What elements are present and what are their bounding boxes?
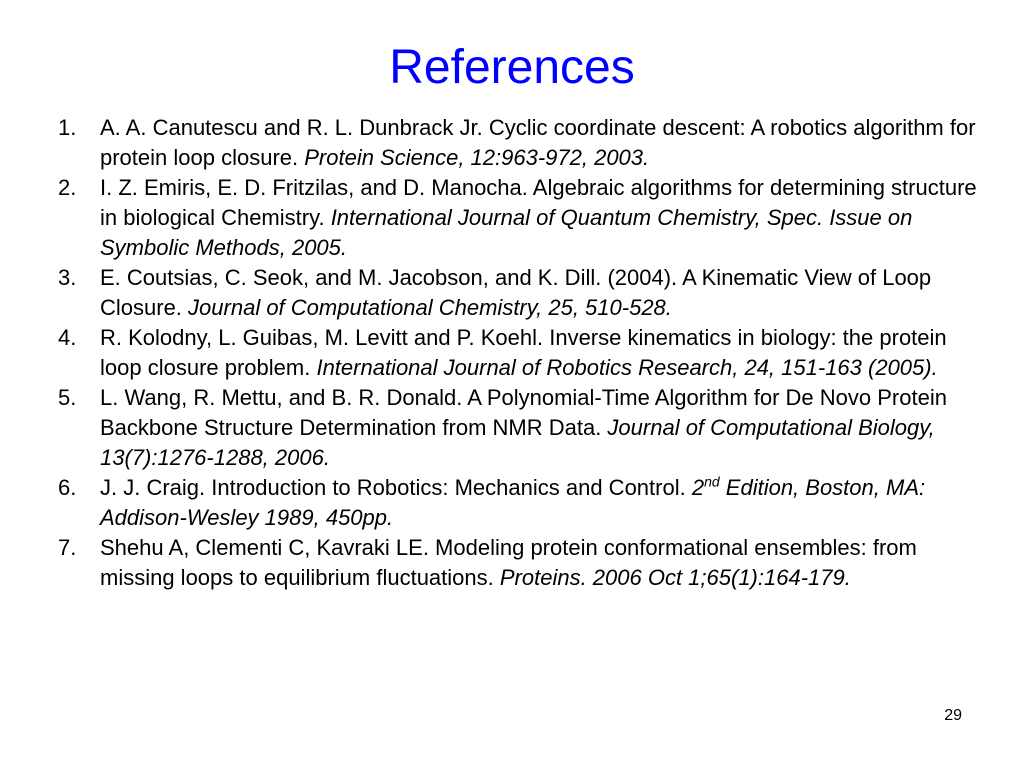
reference-superscript: nd	[704, 473, 720, 490]
reference-item-7	[58, 533, 988, 593]
reference-source: Protein Science, 12:963-972, 2003.	[304, 145, 650, 170]
reference-text: A. A. Canutescu and R. L. Dunbrack Jr. Cyclic coordinate descent: A robotics algorithm for protein loop closure.	[100, 115, 976, 170]
reference-source: International Journal of Robotics Research, 24, 151-163 (2005).	[316, 355, 938, 380]
reference-number: 2.	[58, 175, 77, 200]
reference-item-4	[58, 323, 988, 383]
reference-list	[58, 113, 988, 593]
reference-number: 1.	[58, 115, 77, 140]
reference-text: I. Z. Emiris, E. D. Fritzilas, and D. Manocha. Algebraic algorithms for determining structure in biological Chemistry.	[100, 175, 977, 230]
slide-page-number: 29	[944, 707, 962, 724]
reference-text: Shehu A, Clementi C, Kavraki LE. Modeling protein conformational ensembles: from missing loops to equilibrium fluctuations.	[100, 535, 917, 590]
reference-text: E. Coutsias, C. Seok, and M. Jacobson, and K. Dill. (2004). A Kinematic View of Loop Closure.	[100, 265, 932, 320]
reference-source-edition: 2	[691, 475, 705, 500]
reference-item-3	[58, 263, 988, 323]
reference-item-6	[58, 473, 988, 533]
reference-number: 6.	[58, 475, 77, 500]
reference-number: 4.	[58, 325, 77, 350]
reference-source: Journal of Computational Chemistry, 25, 510-528.	[188, 295, 672, 320]
reference-source: Proteins. 2006 Oct 1;65(1):164-179.	[499, 565, 851, 590]
reference-source: Journal of Computational Biology, 13(7):1276-1288, 2006.	[100, 415, 935, 470]
reference-text: J. J. Craig. Introduction to Robotics: Mechanics and Control.	[100, 475, 692, 500]
reference-item-1	[58, 113, 988, 173]
reference-source: International Journal of Quantum Chemistry, Spec. Issue on Symbolic Methods, 2005.	[100, 205, 913, 260]
reference-item-5	[58, 383, 988, 473]
reference-number: 5.	[58, 385, 77, 410]
slide-title: References	[389, 41, 635, 94]
reference-number: 3.	[58, 265, 77, 290]
reference-source: Edition, Boston, MA: Addison-Wesley 1989, 450pp.	[100, 475, 926, 530]
reference-text: L. Wang, R. Mettu, and B. R. Donald. A Polynomial-Time Algorithm for De Novo Protein Backbone Structure Determination from NMR Data.	[100, 385, 947, 440]
reference-number: 7.	[58, 535, 77, 560]
reference-text: R. Kolodny, L. Guibas, M. Levitt and P. Koehl. Inverse kinematics in biology: the protein loop closure problem.	[100, 325, 947, 380]
reference-item-2	[58, 173, 988, 263]
